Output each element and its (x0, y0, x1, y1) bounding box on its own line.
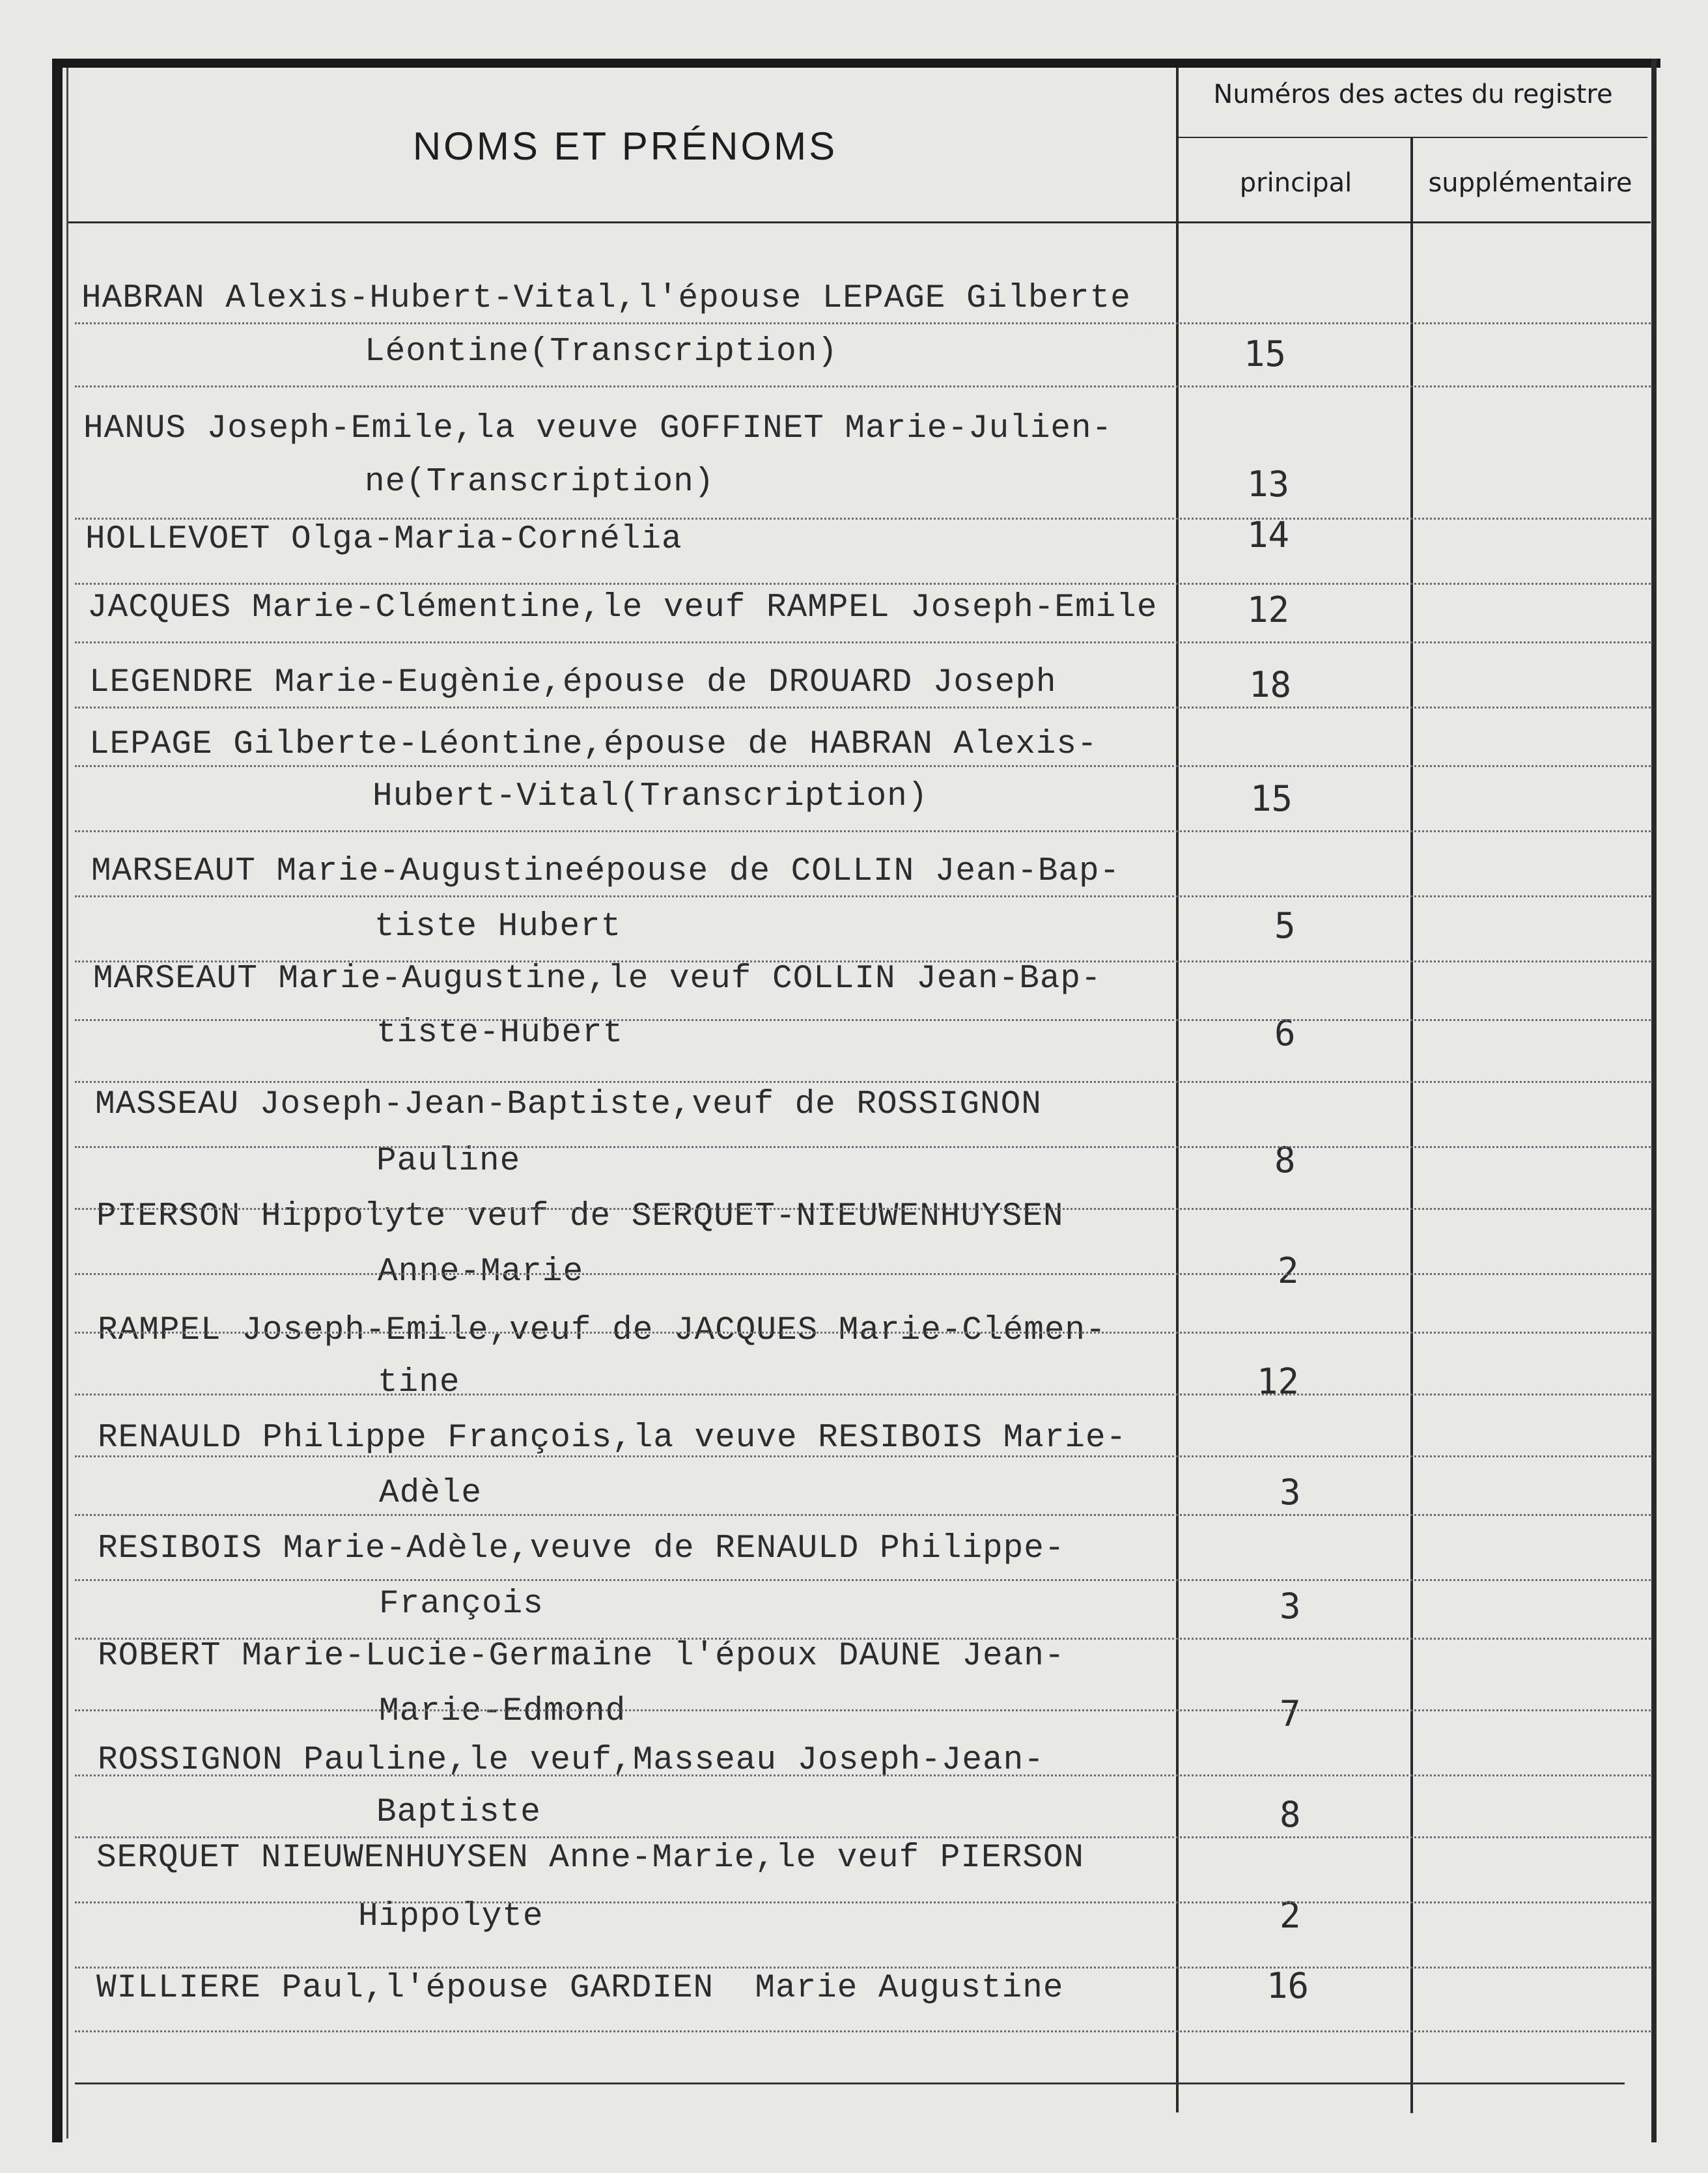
ruled-line (75, 1514, 1651, 1516)
supplementary-column-header: supplémentaire (1428, 168, 1632, 198)
top-border (52, 59, 1660, 68)
entry-name-line: HANUS Joseph-Emile,la veuve GOFFINET Marie-Julien- (83, 410, 1113, 447)
principal-act-number: 3 (1280, 1586, 1301, 1627)
ruled-line (75, 1146, 1651, 1148)
ruled-line (75, 765, 1651, 767)
principal-act-number: 16 (1267, 1965, 1309, 2006)
entry-name-continuation: François (379, 1586, 544, 1623)
ruled-line (75, 1394, 1651, 1395)
ruled-line (75, 1208, 1651, 1210)
ruled-line (75, 1967, 1651, 1969)
principal-act-number: 14 (1247, 514, 1290, 555)
ruled-line (75, 830, 1651, 832)
principal-act-number: 2 (1280, 1895, 1301, 1936)
entry-name-line: JACQUES Marie-Clémentine,le veuf RAMPEL Joseph-Emile (87, 589, 1158, 626)
ruled-line (75, 518, 1651, 520)
entry-name-line: HABRAN Alexis-Hubert-Vital,l'épouse LEPAGE Gilberte (81, 280, 1131, 317)
entry-name-line: LEPAGE Gilberte-Léontine,épouse de HABRAN Alexis- (89, 726, 1098, 763)
ruled-line (75, 322, 1651, 324)
entry-name-line: MASSEAU Joseph-Jean-Baptiste,veuf de ROSSIGNON (95, 1086, 1042, 1123)
names-column-header: NOMS ET PRÉNOMS (412, 124, 838, 168)
principal-act-number: 2 (1278, 1250, 1299, 1291)
entry-name-line: RESIBOIS Marie-Adèle,veuve de RENAULD Philippe- (98, 1530, 1065, 1567)
ruled-line (75, 1709, 1651, 1711)
principal-act-number: 12 (1247, 589, 1290, 630)
entry-name-continuation: Marie-Edmond (379, 1693, 626, 1730)
entry-name-continuation: Hubert-Vital(Transcription) (372, 778, 929, 815)
header-bottom-rule (68, 221, 1651, 223)
principal-act-number: 13 (1247, 464, 1290, 505)
right-border (1651, 59, 1657, 2142)
ruled-line (75, 1273, 1651, 1275)
ruled-line (75, 386, 1651, 387)
principal-act-number: 15 (1250, 778, 1293, 819)
principal-act-number: 5 (1274, 905, 1296, 946)
entry-name-line: PIERSON Hippolyte veuf de SERQUET-NIEUWENHUYSEN (96, 1198, 1064, 1235)
principal-act-number: 7 (1280, 1693, 1301, 1734)
ruled-line (75, 707, 1651, 708)
ruled-line (75, 641, 1651, 643)
entry-name-line: HOLLEVOET Olga-Maria-Cornélia (85, 521, 682, 558)
ruled-line (75, 1638, 1651, 1640)
entry-name-line: RENAULD Philippe François,la veuve RESIBOIS Marie- (98, 1420, 1127, 1457)
ruled-line (75, 1332, 1651, 1334)
principal-act-number: 8 (1274, 1140, 1296, 1181)
ruled-line (75, 583, 1651, 585)
entry-name-continuation: ne(Transcription) (365, 464, 715, 501)
entry-name-continuation: Adèle (379, 1475, 483, 1512)
column-divider-principal (1410, 137, 1413, 2113)
header-subrule (1179, 137, 1647, 138)
entry-name-line: MARSEAUT Marie-Augustine,le veuf COLLIN Jean-Bap- (93, 960, 1102, 998)
inner-left-border (66, 68, 68, 2138)
numbers-column-header: Numéros des actes du registre (1213, 79, 1613, 109)
entry-name-continuation: Léontine(Transcription) (365, 333, 838, 371)
ruled-line (75, 1836, 1651, 1838)
entry-name-continuation: Pauline (376, 1143, 521, 1180)
principal-act-number: 8 (1280, 1794, 1301, 1835)
ruled-line (75, 1081, 1651, 1083)
column-divider-names (1176, 68, 1179, 2112)
entry-name-line: SERQUET NIEUWENHUYSEN Anne-Marie,le veuf PIERSON (96, 1840, 1085, 1877)
principal-act-number: 12 (1257, 1361, 1300, 1402)
entry-name-continuation: Anne-Marie (378, 1254, 584, 1291)
entry-name-line: WILLIERE Paul,l'épouse GARDIEN Marie Augustine (96, 1970, 1064, 2007)
principal-act-number: 6 (1274, 1013, 1296, 1054)
ruled-line (75, 1455, 1651, 1457)
entry-name-continuation: tine (378, 1364, 460, 1401)
entry-name-line: RAMPEL Joseph-Emile,veuf de JACQUES Marie-Clémen- (98, 1312, 1106, 1349)
entry-name-line: ROBERT Marie-Lucie-Germaine l'époux DAUNE Jean- (98, 1638, 1065, 1675)
entry-name-line: MARSEAUT Marie-Augustineépouse de COLLIN Jean-Bap- (91, 853, 1121, 890)
entry-name-line: ROSSIGNON Pauline,le veuf,Masseau Joseph-Jean- (98, 1742, 1044, 1779)
ruled-line (75, 895, 1651, 897)
ruled-line (75, 1019, 1651, 1021)
ruled-line (75, 2030, 1651, 2032)
entry-name-continuation: Hippolyte (358, 1898, 544, 1935)
bottom-rule (75, 2082, 1625, 2084)
left-border (52, 62, 63, 2142)
principal-act-number: 18 (1249, 664, 1292, 705)
ruled-line (75, 1774, 1651, 1776)
principal-act-number: 15 (1244, 333, 1287, 374)
entry-name-continuation: tiste Hubert (374, 908, 622, 946)
ruled-line (75, 1579, 1651, 1581)
entry-name-line: LEGENDRE Marie-Eugènie,épouse de DROUARD Joseph (89, 664, 1057, 701)
principal-act-number: 3 (1280, 1472, 1301, 1513)
entry-name-continuation: tiste-Hubert (376, 1015, 624, 1052)
ruled-line (75, 1901, 1651, 1903)
principal-column-header: principal (1239, 168, 1352, 198)
ruled-line (75, 960, 1651, 962)
entry-name-continuation: Baptiste (376, 1794, 541, 1831)
